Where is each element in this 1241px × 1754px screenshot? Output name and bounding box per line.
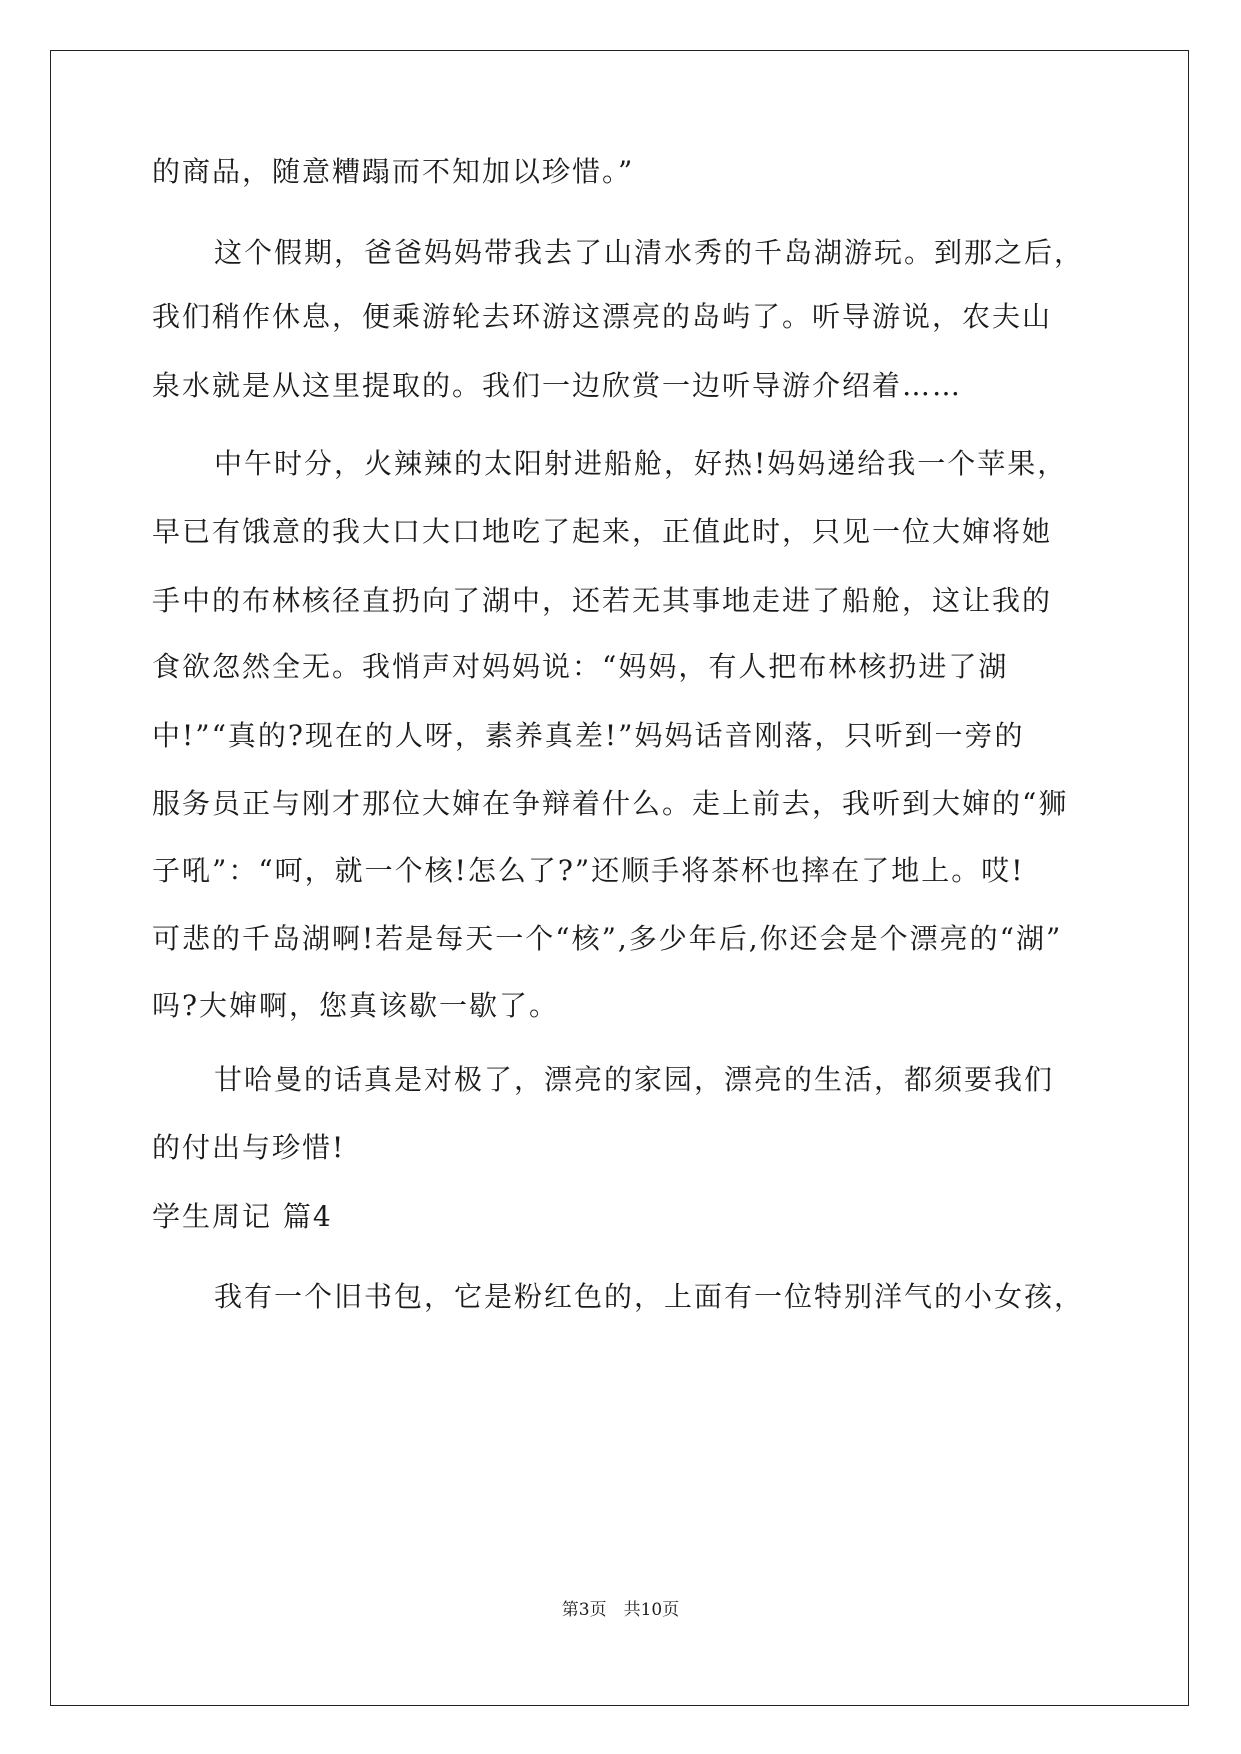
paragraph-line: 我有一个旧书包，它是粉红色的，上面有一位特别洋气的小女孩， (214, 1280, 1085, 1313)
paragraph-line: 中午时分，火辣辣的太阳射进船舱，好热!妈妈递给我一个苹果， (214, 447, 1068, 480)
paragraph-line: 我们稍作休息，便乘游轮去环游这漂亮的岛屿了。听导游说，农夫山 (152, 300, 1053, 333)
section-heading: 学生周记 篇4 (152, 1200, 333, 1233)
paragraph-line: 泉水就是从这里提取的。我们一边欣赏一边听导游介绍着…… (152, 369, 963, 402)
paragraph-line: 服务员正与刚才那位大婶在争辩着什么。走上前去，我听到大婶的“狮 (152, 787, 1069, 820)
paragraph-line: 吗?大婶啊，您真该歇一歇了。 (152, 989, 560, 1022)
paragraph-line: 子吼”：“呵，就一个核!怎么了?”还顺手将茶杯也摔在了地上。哎! (152, 854, 1025, 887)
paragraph-line: 的付出与珍惜! (152, 1131, 346, 1164)
paragraph-line: 的商品，随意糟蹋而不知加以珍惜。” (152, 155, 635, 188)
page-footer: 第3页 共10页 (561, 1600, 680, 1620)
paragraph-line: 甘哈曼的话真是对极了，漂亮的家园，漂亮的生活，都须要我们 (214, 1063, 1055, 1096)
paragraph-line: 中!”“真的?现在的人呀，素养真差!”妈妈话音刚落，只听到一旁的 (152, 719, 1025, 752)
paragraph-line: 这个假期，爸爸妈妈带我去了山清水秀的千岛湖游玩。到那之后， (214, 236, 1085, 269)
paragraph-line: 早已有饿意的我大口大口地吃了起来，正值此时，只见一位大婶将她 (152, 515, 1053, 548)
paragraph-line: 可悲的千岛湖啊!若是每天一个“核”,多少年后,你还会是个漂亮的“湖” (152, 922, 1063, 955)
paragraph-line: 手中的布林核径直扔向了湖中，还若无其事地走进了船舱，这让我的 (152, 584, 1053, 617)
paragraph-line: 食欲忽然全无。我悄声对妈妈说：“妈妈，有人把布林核扔进了湖 (152, 650, 1009, 683)
